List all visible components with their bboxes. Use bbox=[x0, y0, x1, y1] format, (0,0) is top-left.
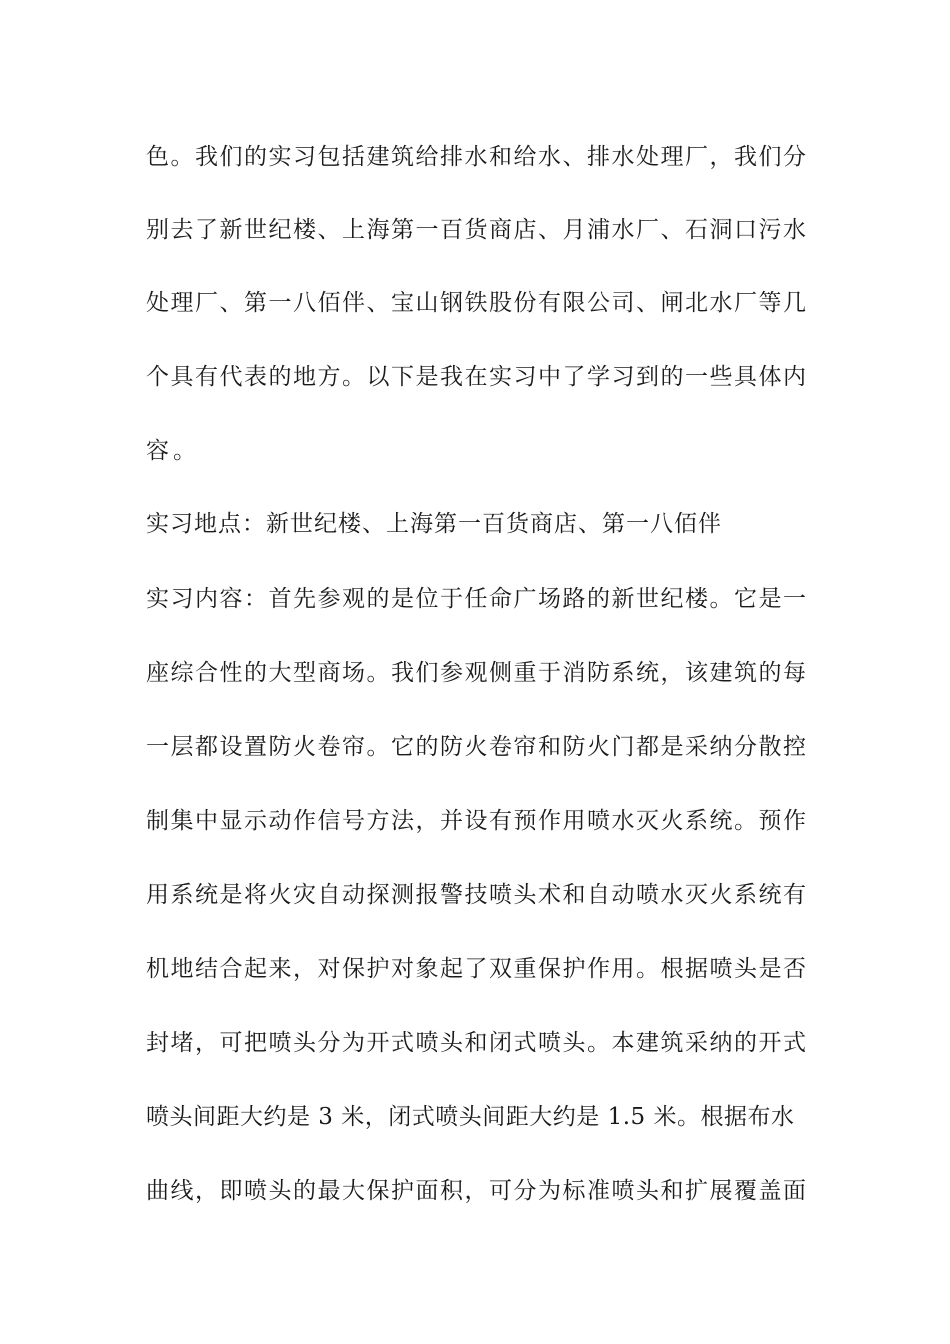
text-line: 曲线，即喷头的最大保护面积，可分为标准喷头和扩展覆盖面 bbox=[146, 1178, 808, 1204]
text-line: 封堵，可把喷头分为开式喷头和闭式喷头。本建筑采纳的开式 bbox=[146, 1030, 808, 1056]
text-line: 个具有代表的地方。以下是我在实习中了学习到的一些具体内 bbox=[146, 364, 808, 390]
text-line: 一层都设置防火卷帘。它的防火卷帘和防火门都是采纳分散控 bbox=[146, 734, 808, 760]
text-line: 处理厂、第一八佰伴、宝山钢铁股份有限公司、闸北水厂等几 bbox=[146, 290, 808, 316]
text-line: 容。 bbox=[146, 438, 200, 464]
text-line: 实习内容：首先参观的是位于任命广场路的新世纪楼。它是一 bbox=[146, 586, 808, 612]
text-line: 用系统是将火灾自动探测报警技喷头术和自动喷水灭火系统有 bbox=[146, 882, 808, 908]
text-line: 别去了新世纪楼、上海第一百货商店、月浦水厂、石洞口污水 bbox=[146, 217, 808, 243]
location-heading: 实习地点：新世纪楼、上海第一百货商店、第一八佰伴 bbox=[146, 511, 722, 537]
text-line: 机地结合起来，对保护对象起了双重保护作用。根据喷头是否 bbox=[146, 956, 808, 982]
text-line: 座综合性的大型商场。我们参观侧重于消防系统，该建筑的每 bbox=[146, 660, 808, 686]
text-line: 喷头间距大约是 3 米，闭式喷头间距大约是 1.5 米。根据布水 bbox=[146, 1104, 795, 1130]
text-line: 色。我们的实习包括建筑给排水和给水、排水处理厂，我们分 bbox=[146, 144, 808, 170]
text-line: 制集中显示动作信号方法，并设有预作用喷水灭火系统。预作 bbox=[146, 808, 808, 834]
